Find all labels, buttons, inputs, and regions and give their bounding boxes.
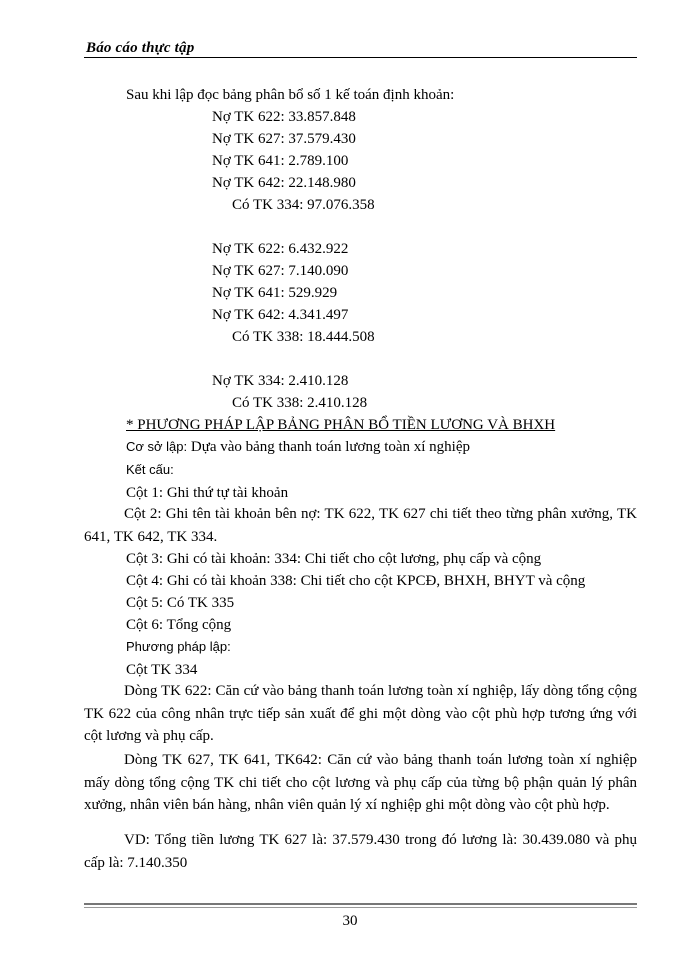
paragraph-tk627-641-642: Dòng TK 627, TK 641, TK642: Căn cứ vào bảng thanh toán lương toàn xí nghiệp mấy dòng tổng cộng TK chi tiết cho cột lương và phụ cấp của từng bộ phận quản lý phân xưởng, nhân viên bán hàng, nhân viên quản lý xí nghiệp ghi một dòng vào cột phù hợp. <box>84 752 637 813</box>
entry-debit-627: Nợ TK 627: 37.579.430 <box>212 131 356 147</box>
column-3: Cột 3: Ghi có tài khoản: 334: Chi tiết cho cột lương, phụ cấp và cộng <box>126 551 542 567</box>
column-4: Cột 4: Ghi có tài khoản 338: Chi tiết cho cột KPCĐ, BHXH, BHYT và cộng <box>126 573 586 589</box>
column-5: Cột 5: Có TK 335 <box>126 595 235 611</box>
entry-credit-338: Có TK 338: 2.410.128 <box>232 395 368 411</box>
footer-divider-thin <box>84 907 637 908</box>
column-6: Cột 6: Tổng cộng <box>126 617 232 633</box>
page-number: 30 <box>342 913 358 929</box>
footer-divider <box>84 903 637 905</box>
paragraph-example: VD: Tổng tiền lương TK 627 là: 37.579.430 trong đó lương là: 30.439.080 và phụ cấp là: 7.140.350 <box>84 832 637 871</box>
intro-line: Sau khi lập đọc bảng phân bổ số 1 kế toán định khoản: <box>126 87 455 103</box>
entry-credit-338: Có TK 338: 18.444.508 <box>232 329 375 345</box>
structure-label: Kết cấu: <box>126 462 174 477</box>
header-title: Báo cáo thực tập <box>86 40 195 56</box>
column-2: Cột 2: Ghi tên tài khoản bên nợ: TK 622, TK 627 chi tiết theo từng phân xưởng, TK 641, TK 642, TK 334. <box>84 506 637 545</box>
entry-debit-334: Nợ TK 334: 2.410.128 <box>212 373 349 389</box>
entry-debit-627: Nợ TK 627: 7.140.090 <box>212 263 349 279</box>
basis-label: Cơ sở lập: <box>126 439 188 454</box>
entry-credit-334: Có TK 334: 97.076.358 <box>232 197 375 213</box>
basis-text: Dựa vào bảng thanh toán lương toàn xí nghiệp <box>190 439 471 455</box>
entry-debit-622: Nợ TK 622: 6.432.922 <box>212 241 349 257</box>
basis-line <box>126 438 470 456</box>
entry-debit-641: Nợ TK 641: 529.929 <box>212 285 338 301</box>
entry-debit-622: Nợ TK 622: 33.857.848 <box>212 109 356 125</box>
section-heading: * PHƯƠNG PHÁP LẬP BẢNG PHÂN BỔ TIỀN LƯƠNG VÀ BHXH <box>126 417 556 433</box>
column-1: Cột 1: Ghi thứ tự tài khoản <box>126 485 289 501</box>
entry-debit-642: Nợ TK 642: 4.341.497 <box>212 307 349 323</box>
paragraph-tk622: Dòng TK 622: Căn cứ vào bảng thanh toán lương toàn xí nghiệp, lấy dòng tổng cộng TK 622 của công nhân trực tiếp sản xuất để ghi một dòng vào cột phù hợp tương ứng với cột lương và phụ cấp. <box>84 683 637 744</box>
column-tk334: Cột TK 334 <box>126 662 198 678</box>
method-label: Phương pháp lập: <box>126 639 231 654</box>
entry-debit-642: Nợ TK 642: 22.148.980 <box>212 175 356 191</box>
entry-debit-641: Nợ TK 641: 2.789.100 <box>212 153 349 169</box>
header-divider <box>84 57 637 58</box>
